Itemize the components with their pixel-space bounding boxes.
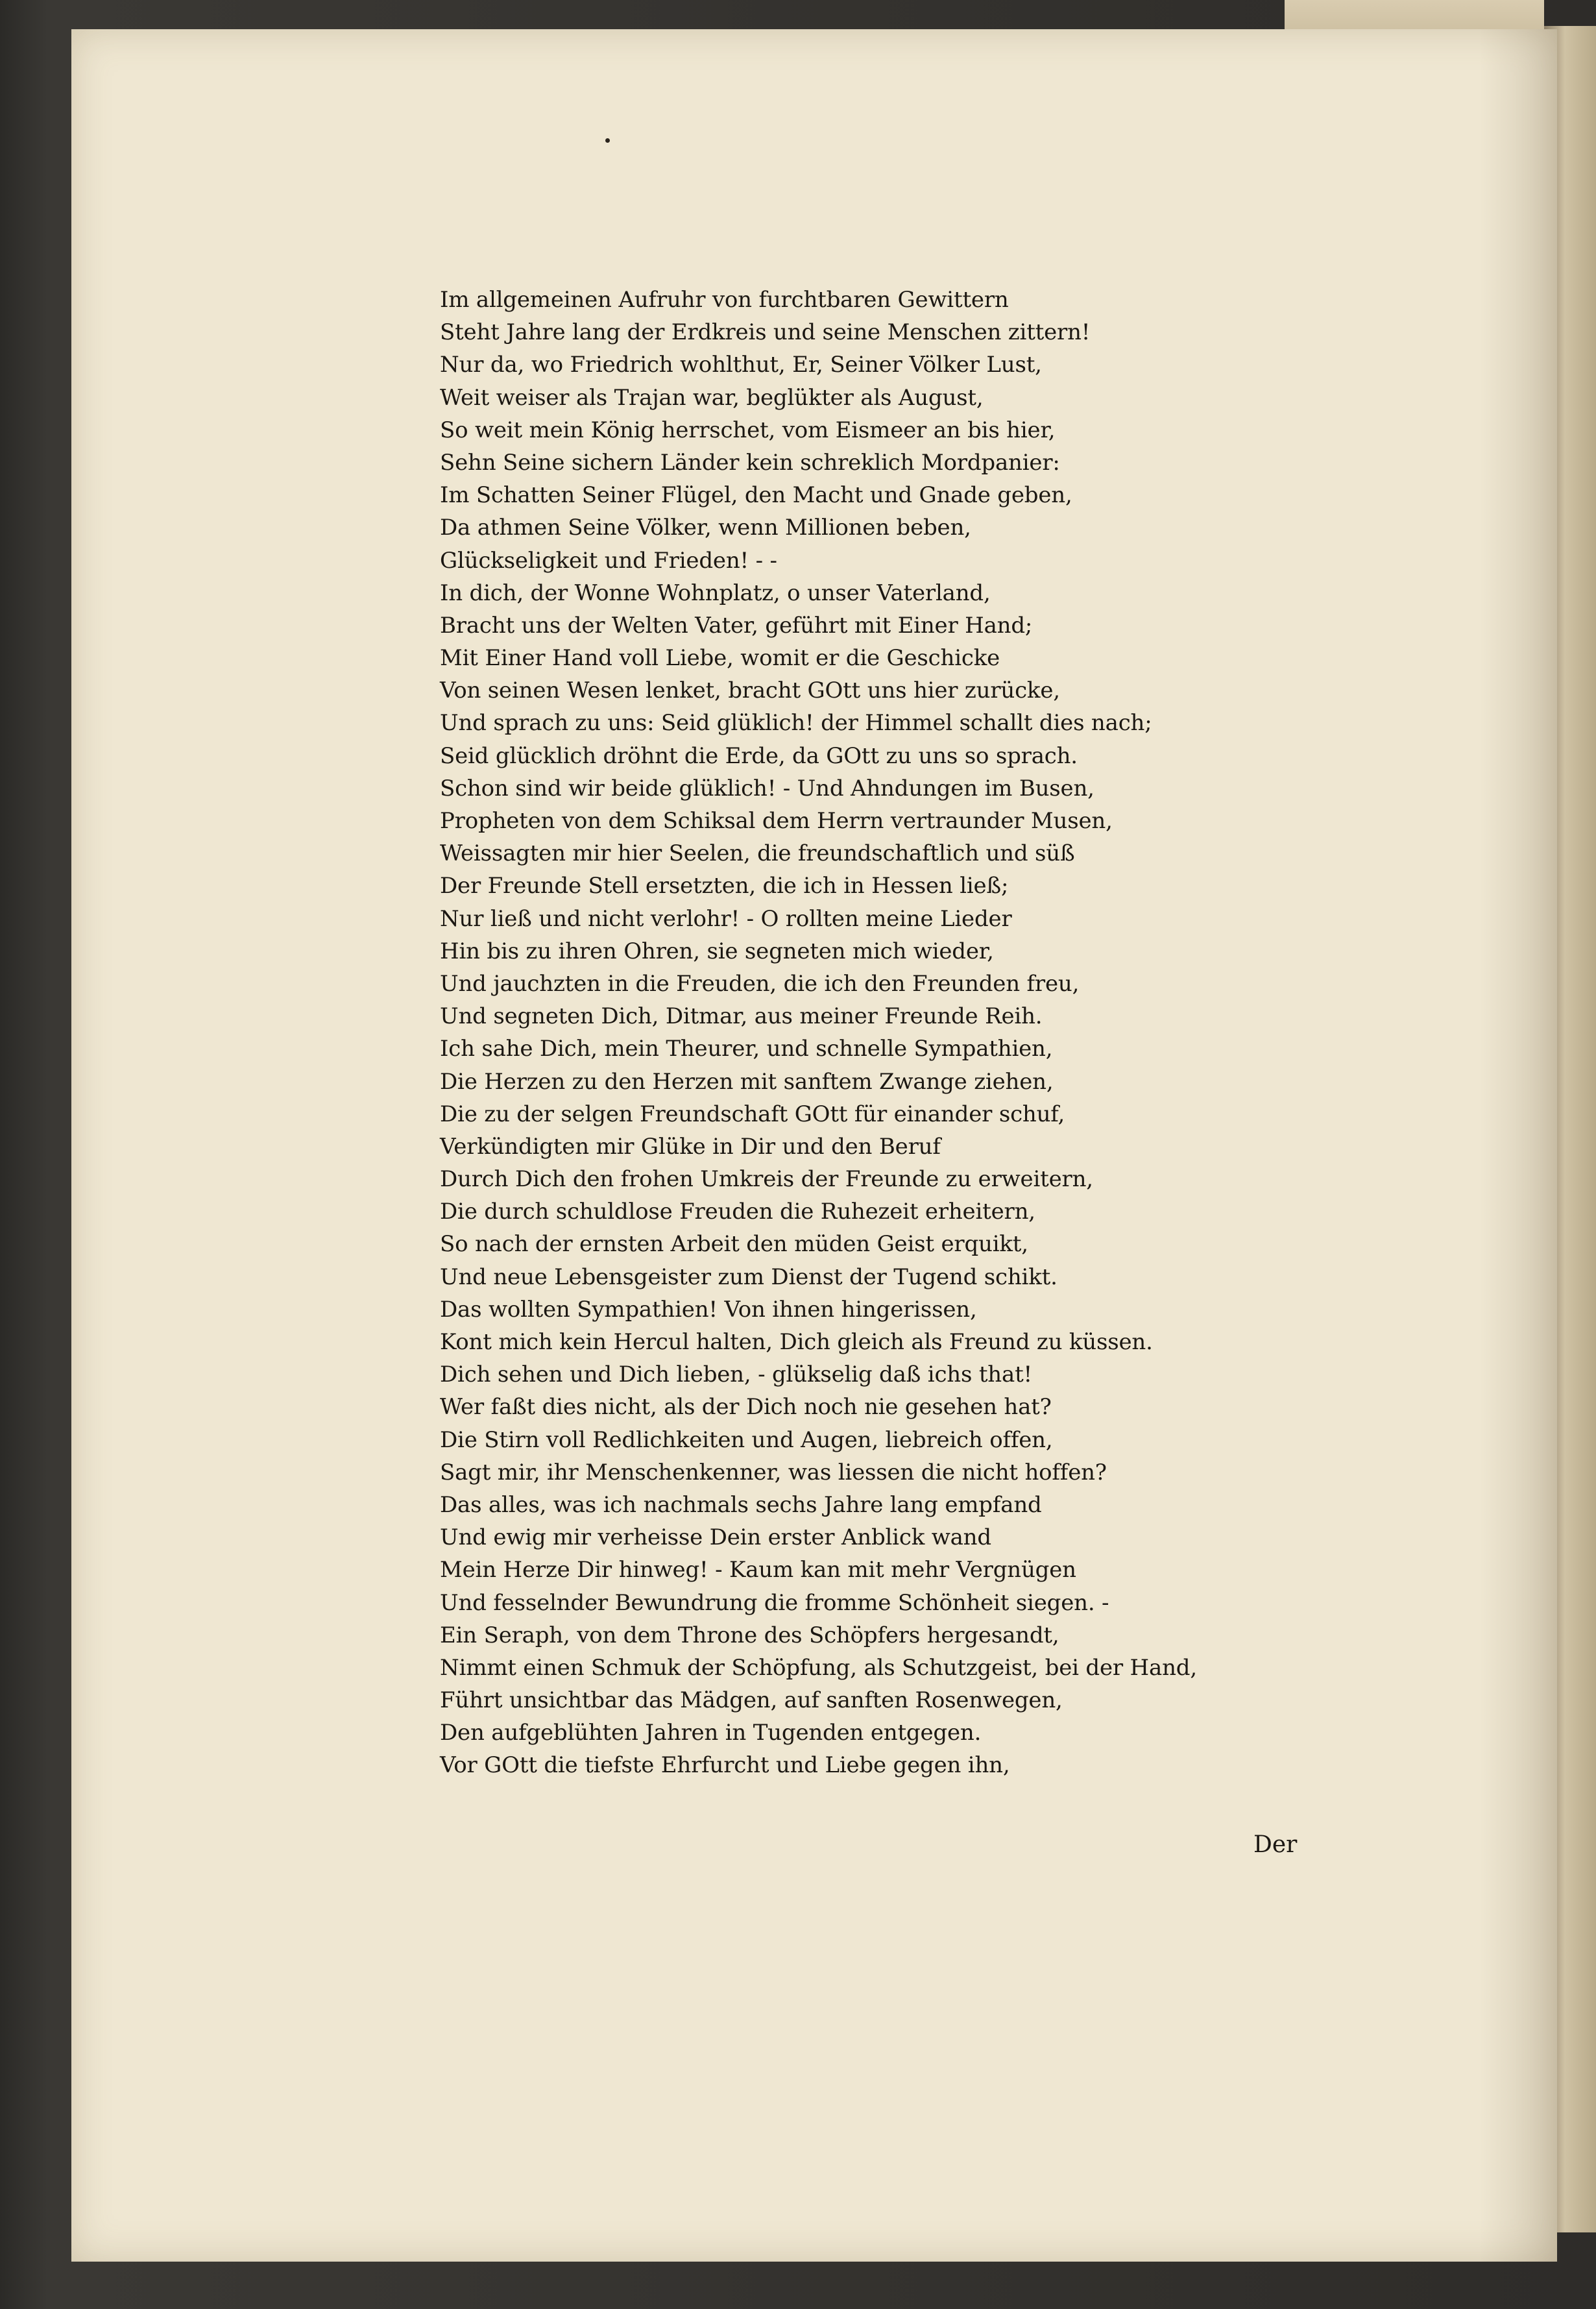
poem-line: Nimmt einen Schmuk der Schöpfung, als Schutzgeist, bei der Hand, bbox=[440, 1654, 1197, 1681]
poem-line: Propheten von dem Schiksal dem Herrn vertraunder Musen, bbox=[440, 808, 1113, 834]
poem-line: Führt unsichtbar das Mädgen, auf sanften Rosenwegen, bbox=[440, 1687, 1063, 1714]
poem-line: Sagt mir, ihr Menschenkenner, was liessen die nicht hoffen? bbox=[440, 1459, 1107, 1485]
poem-line: Seid glücklich dröhnt die Erde, da GOtt zu uns so sprach. bbox=[440, 742, 1078, 769]
poem-line: Mit Einer Hand voll Liebe, womit er die Geschicke bbox=[440, 645, 1000, 672]
poem-line: Da athmen Seine Völker, wenn Millionen beben, bbox=[440, 515, 971, 541]
catchword: Der bbox=[1253, 1831, 1298, 1858]
poem-line: Die durch schuldlose Freuden die Ruhezeit erheitern, bbox=[440, 1199, 1035, 1225]
poem-line: Den aufgeblühten Jahren in Tugenden entgegen. bbox=[440, 1720, 982, 1746]
poem-line: Und segneten Dich, Ditmar, aus meiner Freunde Reih. bbox=[440, 1003, 1043, 1030]
poem-line: Und jauchzten in die Freuden, die ich den Freunden freu, bbox=[440, 970, 1080, 997]
poem-line: Im Schatten Seiner Flügel, den Macht und Gnade geben, bbox=[440, 482, 1072, 509]
poem-line: Ein Seraph, von dem Throne des Schöpfers hergesandt, bbox=[440, 1622, 1059, 1648]
poem-line: Das wollten Sympathien! Von ihnen hingerissen, bbox=[440, 1296, 977, 1323]
poem-line: So weit mein König herrschet, vom Eismeer an bis hier, bbox=[440, 417, 1056, 443]
poem-line: Die Herzen zu den Herzen mit sanftem Zwange ziehen, bbox=[440, 1068, 1054, 1095]
poem-line: Die zu der selgen Freundschaft GOtt für einander schuf, bbox=[440, 1101, 1065, 1127]
poem-line: Wer faßt dies nicht, als der Dich noch nie gesehen hat? bbox=[440, 1394, 1052, 1421]
poem-line: Und sprach zu uns: Seid glüklich! der Himmel schallt dies nach; bbox=[440, 710, 1152, 737]
poem-line: Schon sind wir beide glüklich! - Und Ahndungen im Busen, bbox=[440, 775, 1094, 801]
poem-line: Sehn Seine sichern Länder kein schreklich Mordpanier: bbox=[440, 449, 1060, 476]
poem-line: Bracht uns der Welten Vater, geführt mit Einer Hand; bbox=[440, 612, 1033, 639]
poem-line: Ich sahe Dich, mein Theurer, und schnelle Sympathien, bbox=[440, 1036, 1053, 1062]
poem-line: Nur ließ und nicht verlohr! - O rollten meine Lieder bbox=[440, 905, 1012, 932]
poem-line: Und ewig mir verheisse Dein erster Anblick wand bbox=[440, 1524, 991, 1551]
poem-line: Dich sehen und Dich lieben, - glükselig daß ichs that! bbox=[440, 1362, 1032, 1388]
poem-line: In dich, der Wonne Wohnplatz, o unser Vaterland, bbox=[440, 580, 991, 606]
poem-line: Im allgemeinen Aufruhr von furchtbaren Gewittern bbox=[440, 287, 1009, 313]
poem-line: Steht Jahre lang der Erdkreis und seine Menschen zittern! bbox=[440, 319, 1091, 346]
poem-line: Kont mich kein Hercul halten, Dich gleich als Freund zu küssen. bbox=[440, 1329, 1153, 1355]
poem-line: Mein Herze Dir hinweg! - Kaum kan mit mehr Vergnügen bbox=[440, 1557, 1076, 1583]
poem-line: Der Freunde Stell ersetzten, die ich in Hessen ließ; bbox=[440, 873, 1009, 899]
poem-line: Verkündigten mir Glüke in Dir und den Beruf bbox=[440, 1133, 941, 1160]
poem-line: Und neue Lebensgeister zum Dienst der Tugend schikt. bbox=[440, 1264, 1058, 1290]
poem-line: Vor GOtt die tiefste Ehrfurcht und Liebe gegen ihn, bbox=[440, 1752, 1010, 1779]
poem-line: Das alles, was ich nachmals sechs Jahre lang empfand bbox=[440, 1491, 1042, 1518]
poem-text bbox=[440, 284, 1309, 1782]
poem-line: Hin bis zu ihren Ohren, sie segneten mich wieder, bbox=[440, 938, 994, 964]
poem-line: Und fesselnder Bewundrung die fromme Schönheit siegen. - bbox=[440, 1589, 1109, 1616]
poem-line: Weissagten mir hier Seelen, die freundschaftlich und süß bbox=[440, 840, 1075, 867]
poem-line: So nach der ernsten Arbeit den müden Geist erquikt, bbox=[440, 1231, 1028, 1258]
poem-line: Die Stirn voll Redlichkeiten und Augen, liebreich offen, bbox=[440, 1426, 1053, 1453]
poem-line: Nur da, wo Friedrich wohlthut, Er, Seiner Völker Lust, bbox=[440, 352, 1042, 378]
poem-line: Glückseligkeit und Frieden! - - bbox=[440, 547, 777, 574]
poem-line: Von seinen Wesen lenket, bracht GOtt uns hier zurücke, bbox=[440, 678, 1060, 704]
poem-line: Durch Dich den frohen Umkreis der Freunde zu erweitern, bbox=[440, 1166, 1093, 1193]
poem-line: Weit weiser als Trajan war, beglükter als August, bbox=[440, 384, 984, 411]
printer-mark-dot bbox=[605, 138, 610, 143]
